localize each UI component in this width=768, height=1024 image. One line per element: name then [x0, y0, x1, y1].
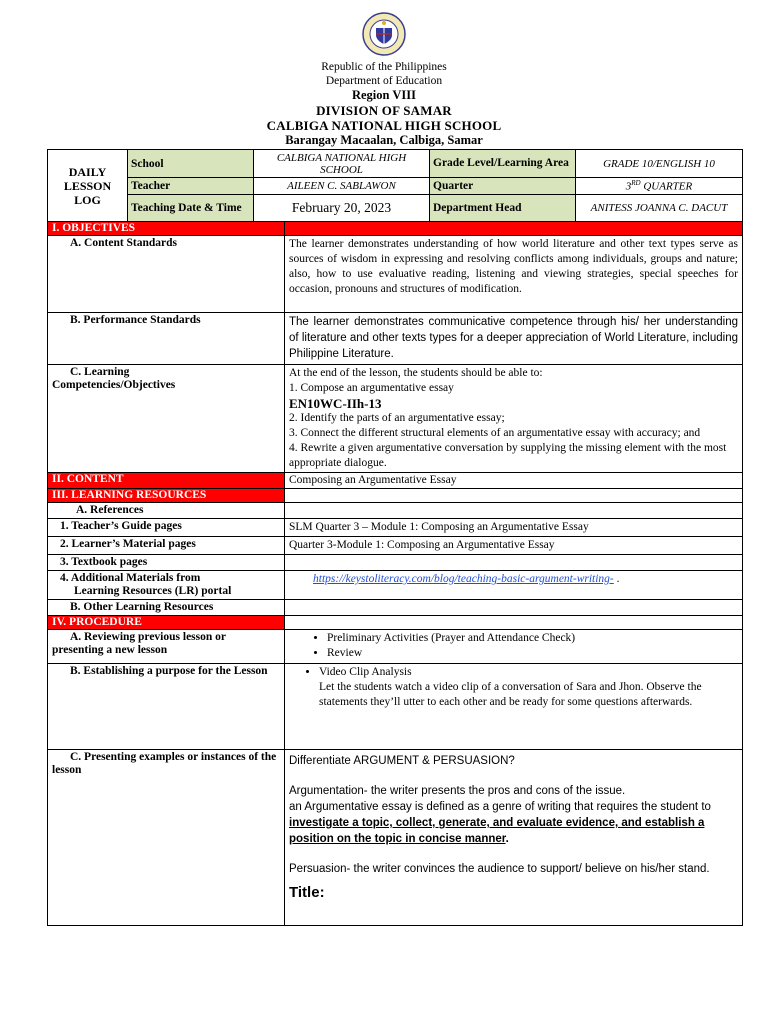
grade-value: GRADE 10/ENGLISH 10	[576, 150, 743, 178]
quarter-value: 3RD QUARTER	[576, 178, 743, 195]
teacher-label: Teacher	[128, 178, 254, 195]
lr-portal-link[interactable]: https://keystoliteracy.com/blog/teaching-basic-argument-writing-	[313, 573, 614, 585]
date-label: Teaching Date & Time	[128, 194, 254, 222]
textbook-pages-label: 3. Textbook pages	[48, 555, 285, 571]
additional-materials-label: 4. Additional Materials from Learning Resources (LR) portal	[48, 571, 285, 600]
learners-material-label: 2. Learner’s Material pages	[48, 537, 285, 555]
presenting-examples-text: Differentiate ARGUMENT & PERSUASION? Argumentation- the writer presents the pros and cons of the issue. an Argumentative essay is defined as a genre of writing that requires the student to investigate a topic, collect, generate, and evaluate evidence, and establish a position on the topic in concise manner. Persuasion- the writer convinces the audience to support/ believe on his/her stand. Title:	[285, 750, 743, 926]
list-item: • Preliminary Activities (Prayer and Attendance Check)	[327, 631, 738, 646]
school-line: CALBIGA NATIONAL HIGH SCHOOL	[266, 118, 502, 133]
competencies-label: C. Learning Competencies/Objectives	[48, 365, 285, 473]
deped-seal-icon	[362, 12, 406, 56]
establishing-purpose-label: B. Establishing a purpose for the Lesson	[48, 664, 285, 750]
content-standards-label: A. Content Standards	[48, 236, 285, 313]
content-heading: II. CONTENT	[48, 473, 285, 489]
establishing-purpose-text: • Video Clip Analysis Let the students watch a video clip of a conversation of Sara and Jhon. Observe the statements they’ll utter to each other and be ready for some questions afterwards.	[285, 664, 743, 750]
document-header	[0, 12, 768, 148]
content-value: Composing an Argumentative Essay	[285, 473, 743, 489]
reviewing-lesson-text	[285, 630, 743, 664]
school-value: CALBIGA NATIONAL HIGH SCHOOL	[254, 150, 430, 178]
division-line: DIVISION OF SAMAR	[316, 103, 452, 118]
competencies-text: At the end of the lesson, the students should be able to: 1. Compose an argumentative essay EN10WC-IIh-13 2. Identify the parts of an argumentative essay; 3. Connect the different structural elements of an argumentative essay with accuracy; and 4. Rewrite a given argumentative conversation by supplying the missing element with the most appropriate dialogue.	[285, 365, 743, 473]
grade-label: Grade Level/Learning Area	[430, 150, 576, 178]
objectives-heading: I. OBJECTIVES	[48, 222, 285, 236]
content-standards-text: The learner demonstrates understanding of how world literature and other text types serve as sources of wisdom in expressing and resolving conflicts among individuals, groups and nature; also, how to use evaluative reading, listening and viewing strategies, special speeches for occasion, pronouns and structures of modification.	[285, 236, 743, 313]
presenting-examples-label: C. Presenting examples or instances of the lesson	[48, 750, 285, 926]
dll-title: DAILY LESSON LOG	[48, 150, 128, 223]
learners-material-value: Quarter 3-Module 1: Composing an Argumentative Essay	[285, 537, 743, 555]
republic-line: Republic of the Philippines	[321, 61, 447, 73]
quarter-label: Quarter	[430, 178, 576, 195]
additional-materials-value: https://keystoliteracy.com/blog/teaching-basic-argument-writing- .	[285, 571, 743, 600]
competency-code: EN10WC-IIh-13	[289, 396, 382, 411]
title-label: Title:	[289, 884, 325, 901]
school-label: School	[128, 150, 254, 178]
other-resources-label: B. Other Learning Resources	[48, 600, 285, 616]
list-item: • Video Clip Analysis	[319, 665, 738, 680]
lesson-info-table	[47, 149, 743, 223]
procedure-heading: IV. PROCEDURE	[48, 616, 285, 630]
lesson-log-table	[47, 221, 743, 926]
department-line: Department of Education	[325, 75, 443, 87]
teacher-value: AILEEN C. SABLAWON	[254, 178, 430, 195]
teachers-guide-value: SLM Quarter 3 – Module 1: Composing an Argumentative Essay	[285, 519, 743, 537]
teachers-guide-label: 1. Teacher’s Guide pages	[48, 519, 285, 537]
learning-resources-heading: III. LEARNING RESOURCES	[48, 489, 285, 503]
performance-standards-label: B. Performance Standards	[48, 313, 285, 365]
address-line: Barangay Macaalan, Calbiga, Samar	[285, 133, 483, 147]
date-value: February 20, 2023	[254, 194, 430, 222]
list-item: • Review	[327, 646, 738, 661]
performance-standards-text: The learner demonstrates communicative competence through his/ her understanding of literature and other texts types for a deeper appreciation of World Literature, including Philippine Literature.	[285, 313, 743, 365]
department-head-value: ANITESS JOANNA C. DACUT	[576, 194, 743, 222]
department-head-label: Department Head	[430, 194, 576, 222]
references-label: A. References	[48, 503, 285, 519]
reviewing-lesson-label: A. Reviewing previous lesson or presenting a new lesson	[48, 630, 285, 664]
region-line: Region VIII	[351, 88, 417, 102]
